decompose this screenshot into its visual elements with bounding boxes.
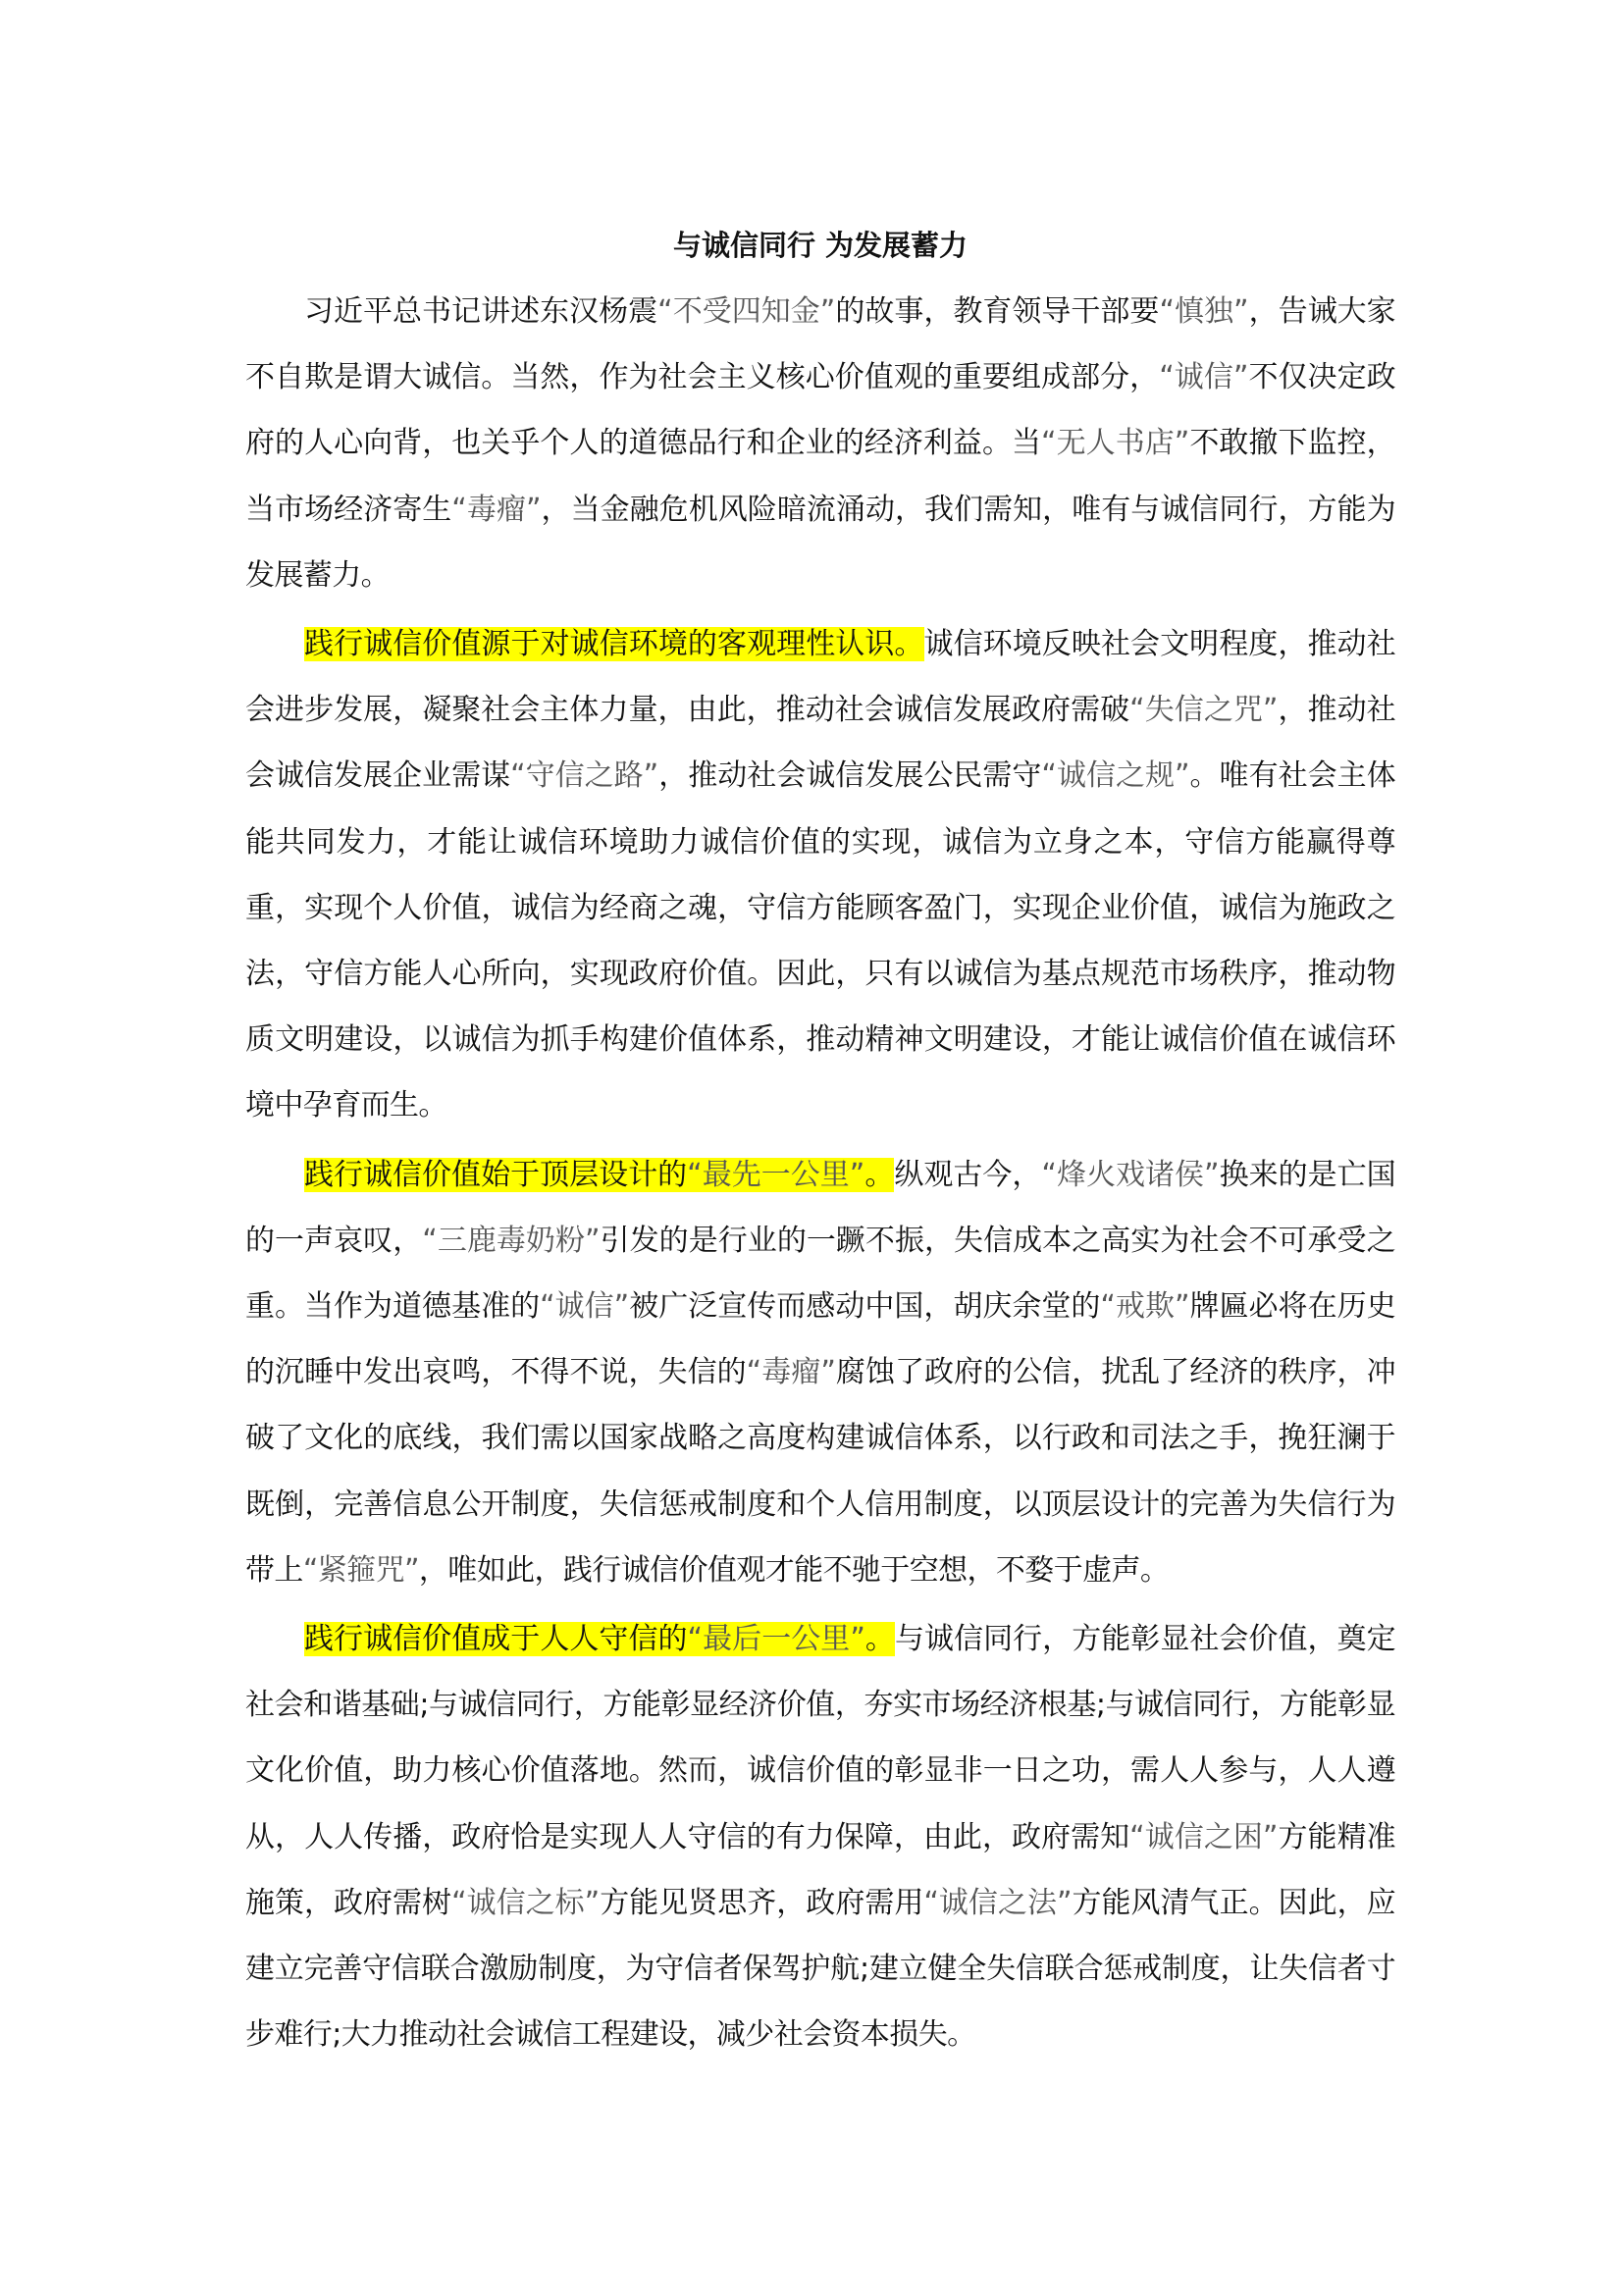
paragraph-1 <box>245 279 1395 608</box>
quoted-term: “诚信之规” <box>1041 758 1189 794</box>
highlighted-quote: “最后一公里” <box>687 1622 865 1657</box>
body-text: 不敢撤下监控，当市场经济寄生 <box>245 426 1395 527</box>
quoted-term: “烽火戏诸侯” <box>1041 1157 1219 1192</box>
body-text: 方能风清气正。因此，应建立完善守信联合激励制度，为守信者保驾护航;建立健全失信联合惩戒制度，让失信者寸步难行;大力推动社会诚信工程建设，减少社会资本损失。 <box>245 1885 1396 2053</box>
quoted-term: “毒瘤” <box>451 492 541 527</box>
body-text: 方能精准施策，政府需树 <box>245 1819 1396 1920</box>
highlighted-text: 践行诚信价值源于对诚信环境的客观理性认识。 <box>304 627 924 662</box>
body-text: 换来的是亡国的一声哀叹， <box>245 1157 1396 1258</box>
highlighted-text: 。 <box>864 1622 895 1657</box>
quoted-term: “毒瘤” <box>746 1355 836 1390</box>
quoted-term: “慎独” <box>1159 294 1248 329</box>
body-text: ，当金融危机风险暗流涌动，我们需知，唯有与诚信同行，方能为发展蓄力。 <box>245 492 1395 593</box>
body-text: 引发的是行业的一蹶不振，失信成本之高实为社会不可承受之重。当作为道德基准的 <box>245 1223 1395 1325</box>
body-text: ，告诫大家不自欺是谓大诚信。当然，作为社会主义核心价值观的重要组成部分， <box>245 294 1396 395</box>
quoted-term: “紧箍咒” <box>302 1552 419 1588</box>
highlighted-text: 。 <box>864 1157 895 1192</box>
body-text: ，推动社会诚信发展企业需谋 <box>245 693 1396 794</box>
body-text: ，推动社会诚信发展公民需守 <box>657 758 1042 794</box>
body-text: 腐蚀了政府的公信，扰乱了经济的秩序，冲破了文化的底线，我们需以国家战略之高度构建诚信体系，以行政和司法之手，挽狂澜于既倒，完善信息公开制度，失信惩戒制度和个人信用制度，以顶层设计的完善为失信行为带上 <box>245 1355 1395 1588</box>
body-text: 纵观古今， <box>894 1157 1042 1192</box>
highlighted-quote: “最先一公里” <box>687 1157 864 1192</box>
quoted-term: “失信之咒” <box>1129 693 1278 728</box>
body-text: 。唯有社会主体能共同发力，才能让诚信环境助力诚信价值的实现，诚信为立身之本，守信方能赢得尊重，实现个人价值，诚信为经商之魂，守信方能顾客盈门，实现企业价值，诚信为施政之法，守信方能人心所向，实现政府价值。因此，只有以诚信为基点规范市场秩序，推动物质文明建设，以诚信为抓手构建价值体系，推动精神文明建设，才能让诚信价值在诚信环境中孕育而生。 <box>245 758 1396 1123</box>
highlighted-text: 践行诚信价值成于人人守信的 <box>304 1622 688 1657</box>
body-text: 诚信环境反映社会文明程度，推动社会进步发展，凝聚社会主体力量，由此，推动社会诚信发展政府需破 <box>245 627 1395 728</box>
quoted-term: “诚信之标” <box>451 1885 600 1920</box>
quoted-term: “诚信” <box>1159 360 1248 395</box>
body-text: ，唯如此，践行诚信价值观才能不驰于空想，不婺于虚声。 <box>418 1552 1170 1588</box>
highlighted-text: 践行诚信价值始于顶层设计的 <box>304 1157 688 1192</box>
quoted-term: “诚信之困” <box>1129 1819 1278 1854</box>
body-text: 牌匾必将在历史的沉睡中发出哀鸣，不得不说，失信的 <box>245 1289 1395 1390</box>
body-text: 与诚信同行，方能彰显社会价值，奠定社会和谐基础;与诚信同行，方能彰显经济价值，夯实市场经济根基;与诚信同行，方能彰显文化价值，助力核心价值落地。然而，诚信价值的彰显非一日之功，需人人参与，人人遵从，人人传播，政府恰是实现人人守信的有力保障，由此，政府需知 <box>245 1622 1395 1854</box>
quoted-term: “守信之路” <box>510 758 658 794</box>
paragraph-3 <box>245 1142 1395 1603</box>
body-text: 方能见贤思齐，政府需用 <box>599 1885 924 1920</box>
body-text: 被广泛宣传而感动中国，胡庆余堂的 <box>628 1289 1101 1325</box>
document-body <box>245 279 1395 2067</box>
body-text: 的故事，教育领导干部要 <box>834 294 1160 329</box>
body-text: 不仅决定政府的人心向背，也关乎个人的道德品行和企业的经济利益。当 <box>245 360 1396 461</box>
quoted-term: “诚信之法” <box>923 1885 1072 1920</box>
quoted-term: “三鹿毒奶粉” <box>422 1223 600 1258</box>
quoted-term: “无人书店” <box>1041 426 1189 461</box>
paragraph-4 <box>245 1606 1395 2067</box>
body-text: 习近平总书记讲述东汉杨震 <box>304 294 658 329</box>
document-title: 与诚信同行 为发展蓄力 <box>672 229 969 262</box>
quoted-term: “诚信” <box>540 1289 629 1325</box>
paragraph-2 <box>245 611 1395 1139</box>
quoted-term: “戒欺” <box>1100 1289 1189 1325</box>
document-content <box>245 224 1395 2070</box>
quoted-term: “不受四知金” <box>657 294 835 329</box>
